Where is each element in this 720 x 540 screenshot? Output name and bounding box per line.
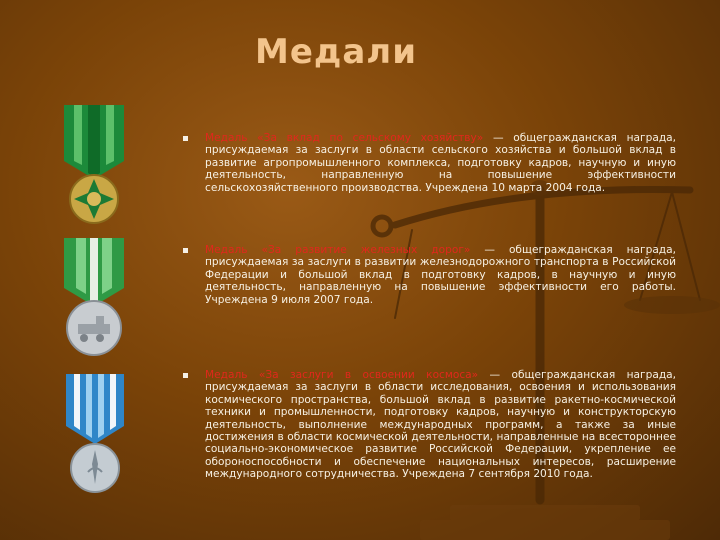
space-medal-icon — [62, 372, 128, 496]
medal-description — [205, 132, 676, 194]
slide-title: Медали — [255, 32, 418, 72]
medal-list-item — [183, 132, 676, 194]
medal-description — [205, 369, 676, 481]
medal-list-item — [183, 369, 676, 481]
medal-description-text: — общегражданская награда, присуждаемая за заслуги в области сельского хозяйства и большой вклад в развитие агропромышленного комплекса, подготовку кадров, научную и иную деятельность, направленную на повышение эффективности сельскохозяйственного производства. Учреждена 10 марта 2004 года. — [205, 132, 677, 194]
medal-list-item — [183, 244, 676, 306]
medal-description — [205, 244, 676, 306]
medal-description-text: — общегражданская награда, присуждаемая за заслуги в развитии железнодорожного транспорта в Российской Федерации и большой вклад в подготовку кадров, в научную и иную деятельность, направленную на повышение эффективности его работы. Учреждена 9 июля 2007 года. — [205, 244, 676, 306]
medal-name: Медаль «За развитие железных дорог» — [205, 244, 471, 256]
bullet-icon — [183, 136, 188, 141]
medal-name: Медаль «За заслуги в освоении космоса» — [205, 369, 479, 381]
bullet-icon — [183, 248, 188, 253]
railway-medal-icon — [60, 236, 128, 358]
medal-name: Медаль «За вклад по сельскому хозяйству» — [205, 132, 484, 144]
bullet-icon — [183, 373, 188, 378]
agriculture-medal-icon — [60, 103, 128, 227]
medal-description-text: — общегражданская награда, присуждаемая за заслуги в области исследования, освоения и использования космического пространства, большой вклад в развитие ракетно-космической техники и промышленности, подготовку кадров, научную и конструкторскую деятельность, выполнение международных программ, а также за иные достижения в области космической деятельности, направленные на всестороннее социально-экономическое развитие Российской Федерации, укрепление ее обороноспособности и обеспечение национальных интересов, расширение международного сотрудничества. Учреждена 7 сентября 2010 года. — [205, 369, 676, 481]
